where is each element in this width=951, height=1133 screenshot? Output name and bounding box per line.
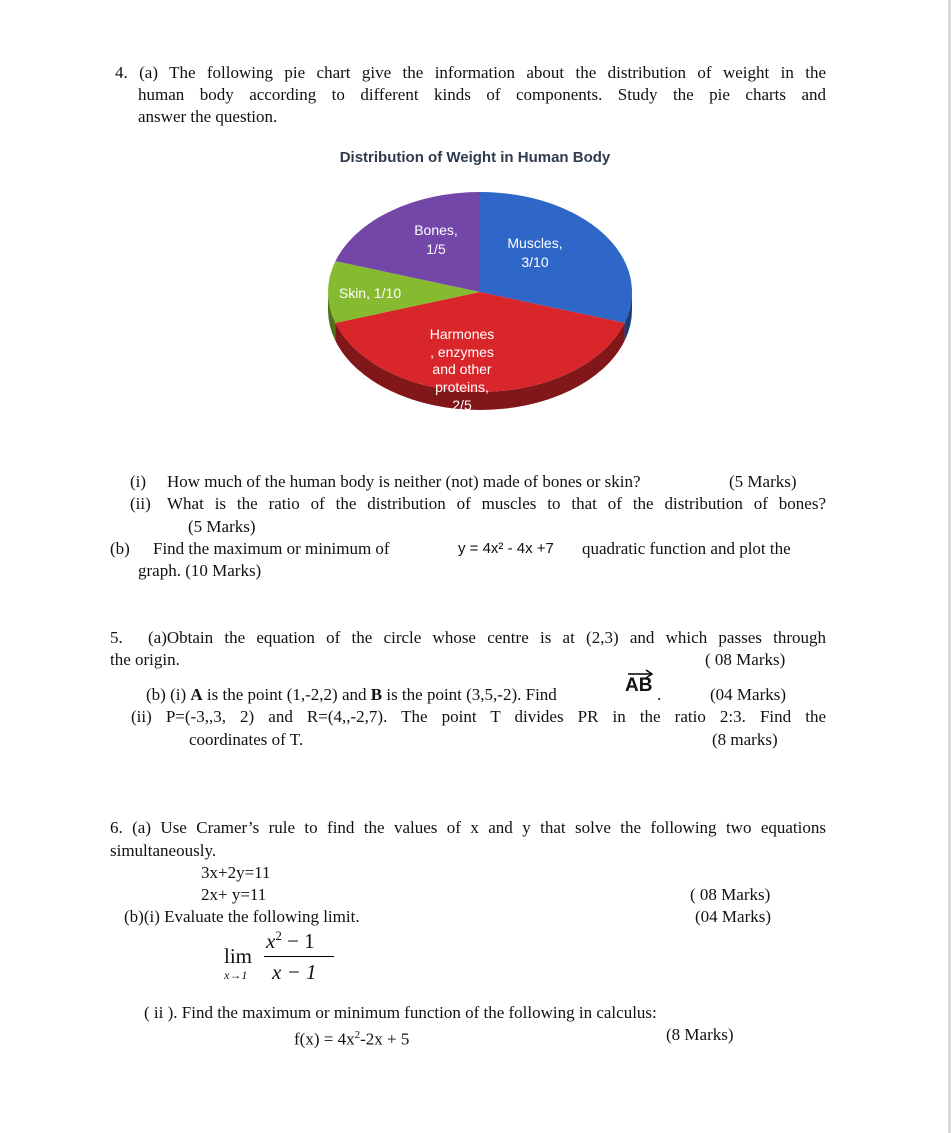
q6-ii-function (294, 1024, 409, 1051)
equation-1: 3x+2y=11 (201, 863, 271, 882)
bones-label: Bones, (414, 222, 458, 238)
q5-b-line (146, 684, 557, 706)
q5-ii-line2: coordinates of T. (189, 730, 304, 749)
q4-b-line2: graph. (10 Marks) (138, 561, 262, 580)
numerator-rest: − 1 (287, 929, 315, 953)
q4-i-text: How much of the human body is neither (not) made of bones or skin? (167, 472, 641, 491)
pie-chart (300, 140, 660, 460)
proteins-label-2: , enzymes (430, 344, 494, 360)
q4-a-line1: 4. (a) The following pie chart give the information about the distribution of weight in the (115, 63, 826, 82)
chart-title: Distribution of Weight in Human Body (339, 149, 611, 166)
proteins-label-1: Harmones (429, 326, 495, 342)
q6-b-text: (b)(i) Evaluate the following limit. (124, 907, 360, 926)
q5-number: 5. (110, 628, 123, 647)
q6-a-text: 6. (a) Use Cramer’s rule to find the values of x and y that solve the following two equations (110, 818, 826, 837)
numerator-exponent: 2 (275, 928, 282, 943)
skin-label: Skin, 1/10 (338, 285, 402, 301)
bones-value: 1/5 (426, 241, 446, 257)
q4-b-equation: y = 4x² - 4x +7 (458, 540, 554, 557)
function-exponent: 2 (354, 1029, 361, 1041)
function-rest: -2x + 5 (360, 1029, 410, 1049)
muscles-label: Muscles, (507, 235, 563, 251)
q5-a-text: (a)Obtain the equation of the circle whose centre is at (2,3) and which passes through (148, 628, 826, 647)
q5-b-marks: (04 Marks) (710, 685, 787, 704)
q6-a-line2: simultaneously. (110, 841, 217, 860)
q4-b-tail: quadratic function and plot the (582, 539, 791, 558)
proteins-label-3: and other (432, 361, 492, 377)
function-lhs: f(x) = 4x (294, 1029, 355, 1049)
slice-label-skin (339, 285, 401, 301)
vector-ab: AB (625, 675, 653, 696)
pie-slices (328, 192, 632, 410)
point-a-symbol: A (190, 685, 203, 704)
q4-a-line3: answer the question. (138, 107, 278, 126)
q5-b-prefix: (b) (i) (146, 685, 187, 704)
equation-2: 2x+ y=11 (201, 885, 267, 904)
q4-i-marks: (5 Marks) (729, 472, 797, 491)
q6-ii-marks: (8 Marks) (666, 1025, 734, 1044)
limit-operator: lim (224, 944, 253, 968)
q5-ii-marks: (8 marks) (712, 730, 778, 749)
q4-i-number: (i) (130, 472, 147, 491)
fraction-bar (264, 956, 334, 957)
q4-ii-number: (ii) (130, 494, 151, 513)
q4-b-text: Find the maximum or minimum of (153, 539, 390, 558)
q6-ii-text: ( ii ). Find the maximum or minimum function of the following in calculus: (144, 1003, 657, 1022)
limit-numerator (266, 928, 315, 954)
limit-denominator: x − 1 (272, 960, 317, 984)
q5-b-mid1: is the point (1,-2,2) and (206, 685, 367, 704)
muscles-value: 3/10 (521, 254, 549, 270)
q5-b-mid2: is the point (3,5,-2). Find (386, 685, 557, 704)
proteins-label-4: proteins, (435, 379, 489, 395)
q4-a-line2: human body according to different kinds of components. Study the pie charts and (138, 85, 826, 104)
point-b-symbol: B (370, 685, 383, 704)
vector-dot: . (657, 685, 662, 704)
proteins-value: 2/5 (452, 397, 472, 413)
limit-subscript: x→1 (224, 968, 248, 982)
q6-b-marks: (04 Marks) (695, 907, 772, 926)
q4-ii-text: What is the ratio of the distribution of muscles to that of the distribution of bones? (167, 494, 826, 513)
q5-ii-text: (ii) P=(-3,,3, 2) and R=(4,,-2,7). The point T divides PR in the ratio 2:3. Find the (131, 707, 826, 726)
q6-a-marks: ( 08 Marks) (690, 885, 771, 904)
q4-ii-marks: (5 Marks) (188, 517, 256, 536)
q4-b-label: (b) (110, 539, 130, 558)
q5-a-marks: ( 08 Marks) (705, 650, 786, 669)
numerator-variable: x (266, 929, 276, 953)
q5-a-line2: the origin. (110, 650, 180, 669)
